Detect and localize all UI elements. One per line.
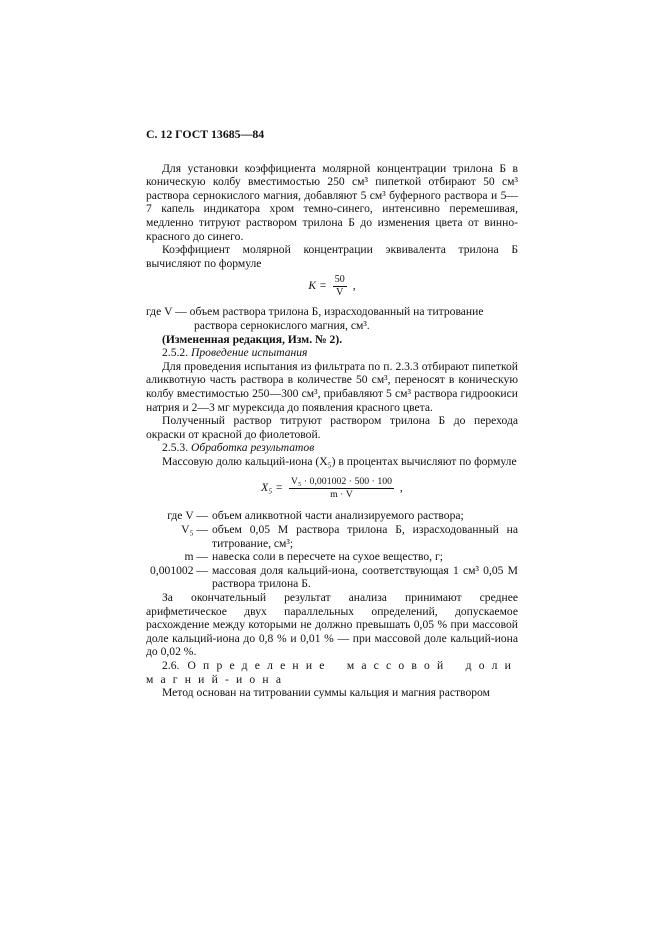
where-v-line1: где V — объем раствора трилона Б, израсходованный на титрование bbox=[146, 305, 484, 319]
formula-k-lhs: K = bbox=[308, 279, 327, 293]
section-2-6-heading bbox=[146, 659, 518, 686]
where-v5 bbox=[146, 523, 518, 550]
formula-k-numerator: 50 bbox=[334, 274, 345, 286]
paragraph-trilon-setup: Для установки коэффициента молярной концентрации трилона Б в коническую колбу вместимостью 250 см³ пипеткой отбирают 50 см³ раствора сернокислого магния, добавляют 5 см³ буферного раствора и 5—7 капель индикатора хром темно-синего, интенсивно перемешивая, медленно титруют раствором трилона Б до изменения цвета от винно-красного до синего. bbox=[146, 161, 518, 243]
formula-x5-fraction bbox=[289, 476, 394, 501]
paragraph-test-procedure: Для проведения испытания из фильтрата по п. 2.3.3 отбирают пипеткой аликвотную часть раствора в количестве 50 см³, переносят в коническую колбу вместимостью 250—300 см³, прибавляют 5 см³ раствора гидроокиси натрия и 2—3 мг мурексида до появления красного цвета. bbox=[146, 359, 518, 414]
formula-k-denominator: V bbox=[336, 287, 344, 299]
section-2-6-title: Определение массовой доли магний-иона bbox=[146, 659, 518, 686]
document-page bbox=[146, 128, 518, 700]
section-2-5-3-number: 2.5.3. bbox=[162, 441, 189, 455]
paragraph-coefficient-intro: Коэффициент молярной концентрации эквивалента трилона Б вычисляют по формуле bbox=[146, 243, 518, 270]
formula-k bbox=[146, 274, 518, 299]
where-m bbox=[146, 550, 518, 564]
section-2-5-3-heading bbox=[146, 441, 518, 455]
paragraph-titration: Полученный раствор титруют раствором трилона Б до перехода окраски от красной до фиолетовой. bbox=[146, 414, 518, 441]
where-m-text: навеска соли в пересчете на сухое вещество, г; bbox=[212, 550, 443, 564]
formula-k-tail: , bbox=[352, 279, 356, 293]
paragraph-final-result: За окончательный результат анализа принимают среднее арифметическое двух параллельных определений, допускаемое расхождение между которыми не должно превышать 0,05 % при массовой доле кальций-иона до 0,8 % и 0,01 % — при массовой доле кальций-иона до 0,02 %. bbox=[146, 591, 518, 659]
page-header: С. 12 ГОСТ 13685—84 bbox=[146, 127, 265, 141]
formula-k-fraction bbox=[333, 274, 347, 299]
where-m-symbol: m — bbox=[184, 550, 208, 564]
section-2-6-number: 2.6. bbox=[162, 659, 180, 672]
where-constant-text: массовая доля кальций-иона, соответствующая 1 см³ 0,05 М раствора трилона Б. bbox=[212, 563, 518, 591]
formula-x5-tail: , bbox=[399, 481, 403, 495]
section-2-5-2-number: 2.5.2. bbox=[162, 346, 189, 360]
where-v-line2: раствора сернокислого магния, см³. bbox=[194, 318, 370, 332]
where-constant bbox=[146, 564, 518, 591]
where-v-aliquot bbox=[146, 509, 518, 523]
section-2-5-2-title: Проведение испытания bbox=[191, 346, 308, 360]
where-v-aliquot-symbol: где V — bbox=[167, 509, 208, 523]
where-v5-text: объем 0,05 М раствора трилона Б, израсходованный на титрование, см³; bbox=[212, 523, 518, 550]
section-2-5-3-title: Обработка результатов bbox=[191, 441, 315, 455]
section-2-5-2-heading bbox=[146, 346, 518, 360]
where-v-aliquot-text: объем аликвотной части анализируемого раствора; bbox=[212, 509, 464, 523]
formula-x5 bbox=[146, 476, 518, 501]
paragraph-calcium-intro: Массовую долю кальций-иона (X₅) в процентах вычисляют по формуле bbox=[162, 454, 517, 468]
edit-note: (Измененная редакция, Изм. № 2). bbox=[162, 332, 343, 346]
paragraph-method: Метод основан на титровании суммы кальция и магния раствором bbox=[162, 686, 490, 700]
formula-x5-numerator: V₅ · 0,001002 · 500 · 100 bbox=[290, 476, 393, 488]
formula-x5-lhs: X₅ = bbox=[261, 481, 283, 495]
formula-x5-denominator: m · V bbox=[330, 489, 353, 501]
where-constant-symbol: 0,001002 — bbox=[150, 563, 208, 577]
where-v5-symbol: V₅ — bbox=[181, 523, 208, 537]
